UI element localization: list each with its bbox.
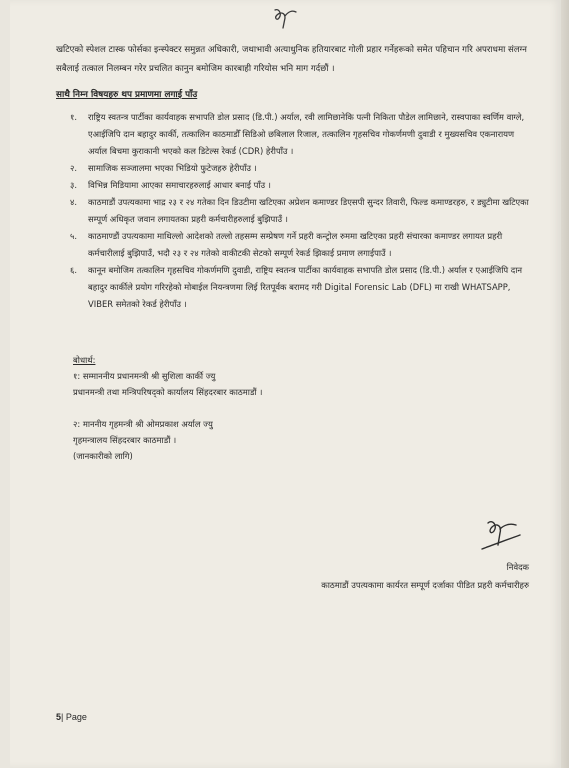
signoff-title: निवेदक	[506, 562, 529, 572]
list-item-text: काठमाडौं उपत्यकामा भाद्र २३ र २४ गतेका दिन डिउटीमा खटिएका अप्रेशन कमाण्डर डिएसपी सुन्दर तिवारी, फिल्ड कमाण्डरहरु, र ड्युटीमा खटिएका सम्पूर्ण अधिकृत जवान लगायतका प्रहरी कर्मचारीहरुलाई बुझिपाउँ ।	[88, 197, 529, 224]
cc-recipient-2-note: (जानकारीको लागि)	[73, 451, 133, 461]
handwritten-signature	[478, 515, 524, 555]
cc-recipient-2-office: गृहमन्त्रालय सिंहदरबार काठमाडौं ।	[73, 435, 177, 445]
cc-recipient-1-office: प्रधानमन्त्री तथा मन्त्रिपरिषद्को कार्यालय सिंहदरबार काठमाडौं ।	[73, 387, 263, 397]
list-item-number: ३.	[70, 180, 78, 190]
list-item	[56, 228, 534, 262]
signoff-block	[321, 558, 529, 594]
list-item-number: ४.	[70, 197, 78, 207]
list-item-number: ५.	[70, 231, 78, 241]
list-item-text: राष्ट्रिय स्वतन्त्र पार्टीका कार्यवाहक सभापति डोल प्रसाद (डि.पी.) अर्याल, रवी लामिछानेकि पत्नी निकिता पौडेल लामिछाने, रास्वपाका स्वर्णिम वाग्ले, एआईजिपि दान बहादुर कार्की, तत्कालिन काठमाडौँ सिडिओ छबिलाल रिजाल, तत्कालिन गृहसचिव गोकर्णमणी दुवाडी र मुख्यसचिव एकनारायण अर्याल बिचमा कुराकानी भएको कल डिटेल्स रेकर्ड (CDR) हेरीपाँउ ।	[88, 112, 525, 156]
signoff-name: काठमाडौं उपत्यकामा कार्यरत सम्पूर्ण दर्जाका पीडित प्रहरी कर्मचारीहरु	[321, 580, 529, 590]
list-item	[56, 262, 534, 313]
cc-label: बोधार्थ:	[73, 355, 96, 365]
initials-signature-top	[270, 6, 300, 32]
page-footer	[56, 712, 87, 722]
page-number: 5	[56, 712, 62, 722]
list-item	[56, 177, 534, 194]
list-item-text: सामाजिक सञ्जालमा भएका भिडियो फुटेजहरु हेरीपाँउ ।	[88, 163, 257, 173]
intro-paragraph: खटिएको स्पेशल टास्क फोर्सका इन्स्पेक्टर समुन्नत अधिकारी, जथाभावी अत्याधुनिक हतियारबाट गोली प्रहार गर्नेहरूको समेत पहिचान गरि अपराधमा संलग्न सबैलाई तत्काल निलम्बन गरेर प्रचलित कानुन बमोजिम कारबाही गरियोस भनि माग गर्दछौं ।	[56, 45, 527, 74]
copy-to-block	[73, 352, 373, 464]
list-item-number: २.	[70, 163, 78, 173]
cc-recipient-1-name: १: सम्माननीय प्रधानमन्त्री श्री सुशिला कार्की ज्यु	[73, 371, 216, 381]
list-item	[56, 194, 534, 228]
evidence-list	[56, 109, 534, 313]
page-label: | Page	[61, 712, 87, 722]
section-heading: साथै निम्न विषयहरु थप प्रमाणमा लगाई पाँउ	[56, 90, 198, 100]
list-item-text: काठमाण्डौं उपत्यकामा माथिल्लो आदेशको तल्लो तहसम्म सम्प्रेषण गर्ने प्रहरी कन्ट्रोल रुममा खटिएका प्रहरी संचारका कमाण्डर लगायत प्रहरी कर्मचारीलाई बुझिपाउँ, भदौ २३ र २४ गतेको वाकीटकी सेटको सम्पूर्ण रेकर्ड झिकाई प्रमाण लगाईपाउँ ।	[88, 231, 503, 258]
page-edge	[561, 0, 569, 768]
list-item-text: कानून बमोजिम तत्कालिन गृहसचिव गोकर्णमणि दुवाडी, राष्ट्रिय स्वतन्त्र पार्टीका कार्यवाहक सभापति डोल प्रसाद (डि.पी.) अर्याल र एआईजिपि दान बहादुर कार्कीले प्रयोग गरिरहेको मोबाईल नियन्त्रणमा लिई रितपूर्वक बरामद गरी Digital Forensic Lab (DFL) मा राखी WHATSAPP, VIBER समेतको रेकर्ड हेरीपाँउ ।	[88, 265, 523, 309]
list-item-text: विभिन्न मिडियामा आएका समाचारहरुलाई आधार बनाई पाँउ ।	[88, 180, 271, 190]
list-item	[56, 160, 534, 177]
list-item	[56, 109, 534, 160]
cc-recipient-2-name: २: माननीय गृहमन्त्री श्री ओमप्रकाश अर्याल ज्यु	[73, 419, 213, 429]
spacer	[73, 400, 373, 416]
list-item-number: १.	[70, 112, 78, 122]
list-item-number: ६.	[70, 265, 78, 275]
